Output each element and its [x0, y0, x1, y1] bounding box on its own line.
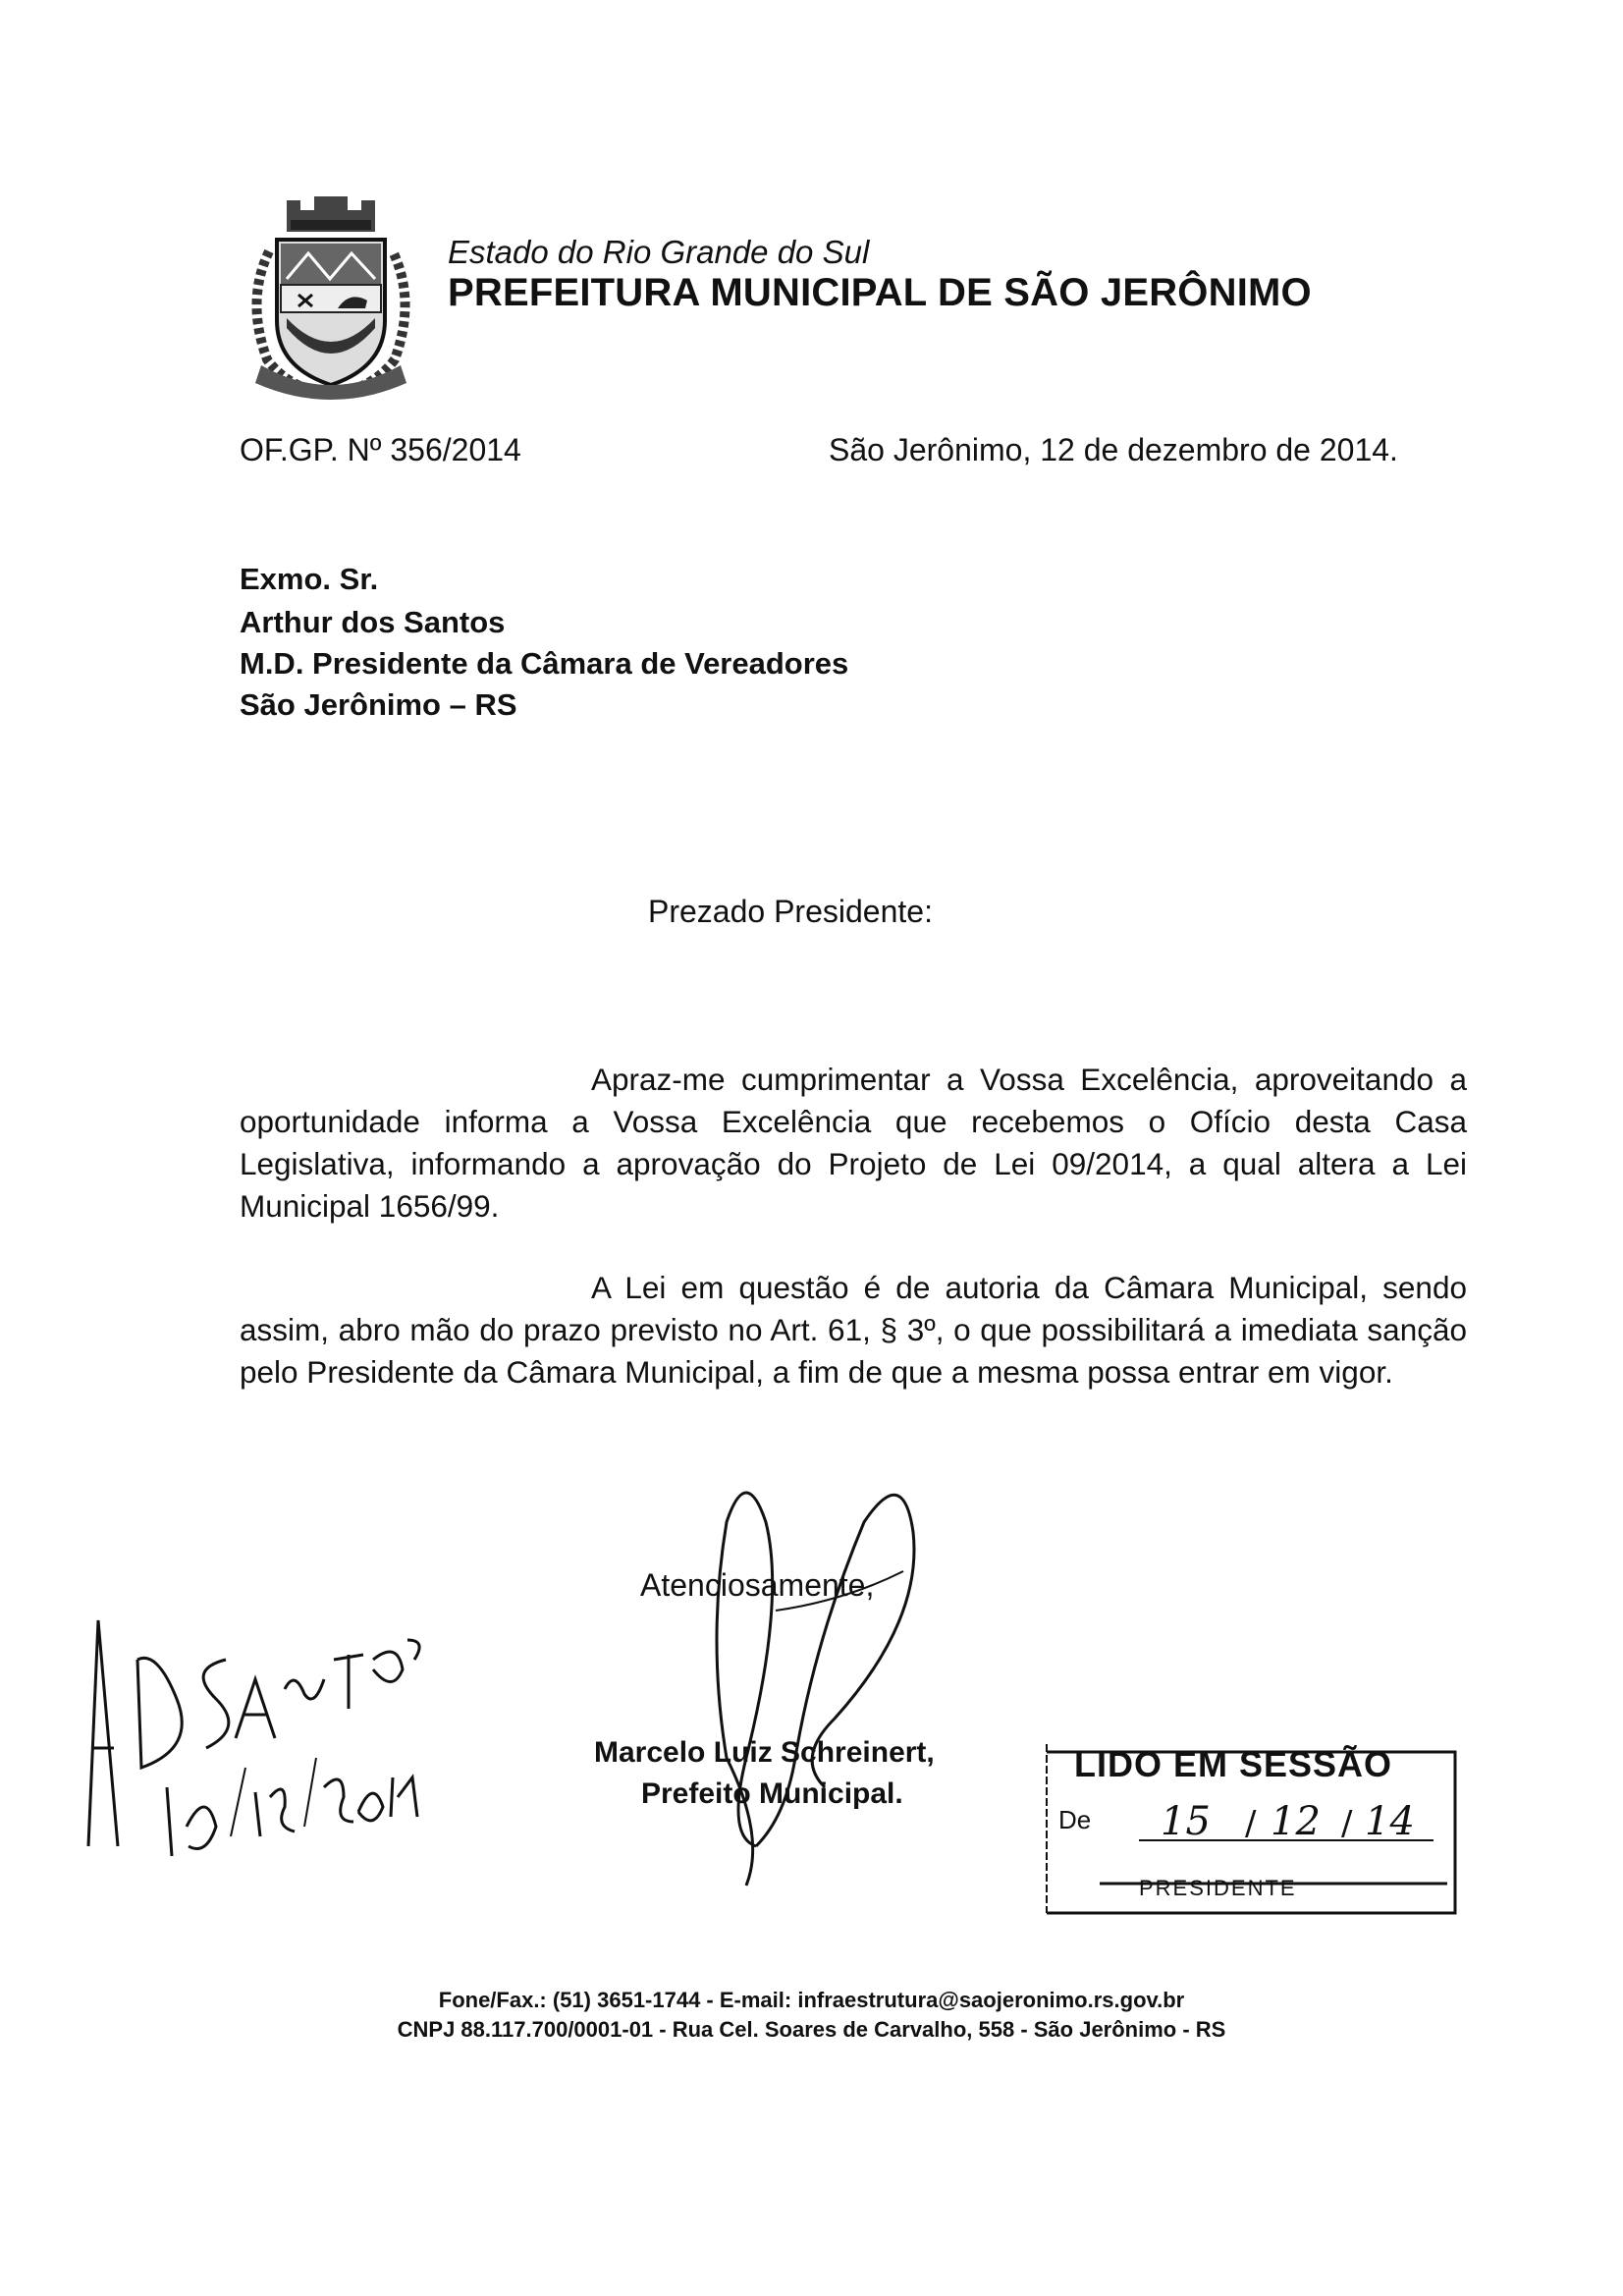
addressee-city: São Jerônimo – RS	[240, 687, 517, 722]
place-date: São Jerônimo, 12 de dezembro de 2014.	[829, 432, 1398, 467]
handwritten-margin-note	[59, 1601, 432, 1866]
signer-name: Marcelo Luiz Schreinert,	[594, 1736, 935, 1769]
salutation: Prezado Presidente:	[648, 894, 933, 929]
addressee-title: Exmo. Sr.	[240, 562, 379, 596]
closing: Atenciosamente,	[640, 1567, 875, 1603]
stamp-handwritten-date	[1139, 1793, 1434, 1848]
coat-of-arms-emblem	[240, 192, 422, 401]
svg-text:/: /	[1341, 1804, 1353, 1843]
footer-contact: Fone/Fax.: (51) 3651-1744 - E-mail: infraestrutura@saojeronimo.rs.gov.br	[438, 1988, 1185, 2012]
oficio-number: OF.GP. Nº 356/2014	[240, 432, 521, 467]
stamp-title: LIDO EM SESSÃO	[1074, 1744, 1393, 1784]
body-paragraph-2: A Lei em questão é de autoria da Câmara Municipal, sendo assim, abro mão do prazo previsto no Art. 61, § 3º, o que possibilitará a imediata sanção pelo Presidente da Câmara Municipal, a fim de que a mesma possa entrar em vigor.	[240, 1270, 1467, 1390]
body-paragraph-1: Apraz-me cumprimentar a Vossa Excelência, aproveitando a oportunidade informa a Vossa Excelência que recebemos o Ofício desta Casa Legislativa, informando a aprovação do Projeto de Lei 09/2014, a qual altera a Lei Municipal 1656/99.	[240, 1062, 1467, 1224]
footer-address: CNPJ 88.117.700/0001-01 - Rua Cel. Soares de Carvalho, 558 - São Jerônimo - RS	[397, 2017, 1226, 2042]
prefeitura-title: PREFEITURA MUNICIPAL DE SÃO JERÔNIMO	[448, 271, 1312, 314]
state-name: Estado do Rio Grande do Sul	[448, 234, 870, 270]
stamp-day: 15	[1161, 1799, 1211, 1844]
svg-text:/: /	[1245, 1804, 1257, 1843]
signer-role: Prefeito Municipal.	[641, 1777, 903, 1810]
stamp-year: 14	[1365, 1799, 1415, 1844]
stamp-month: 12	[1271, 1799, 1321, 1844]
addressee-position: M.D. Presidente da Câmara de Vereadores	[240, 646, 849, 681]
addressee-name: Arthur dos Santos	[240, 605, 506, 639]
stamp-presidente: PRESIDENTE	[1139, 1876, 1297, 1900]
stamp-de-label: De	[1058, 1805, 1092, 1834]
handwritten-signature	[687, 1463, 943, 1895]
